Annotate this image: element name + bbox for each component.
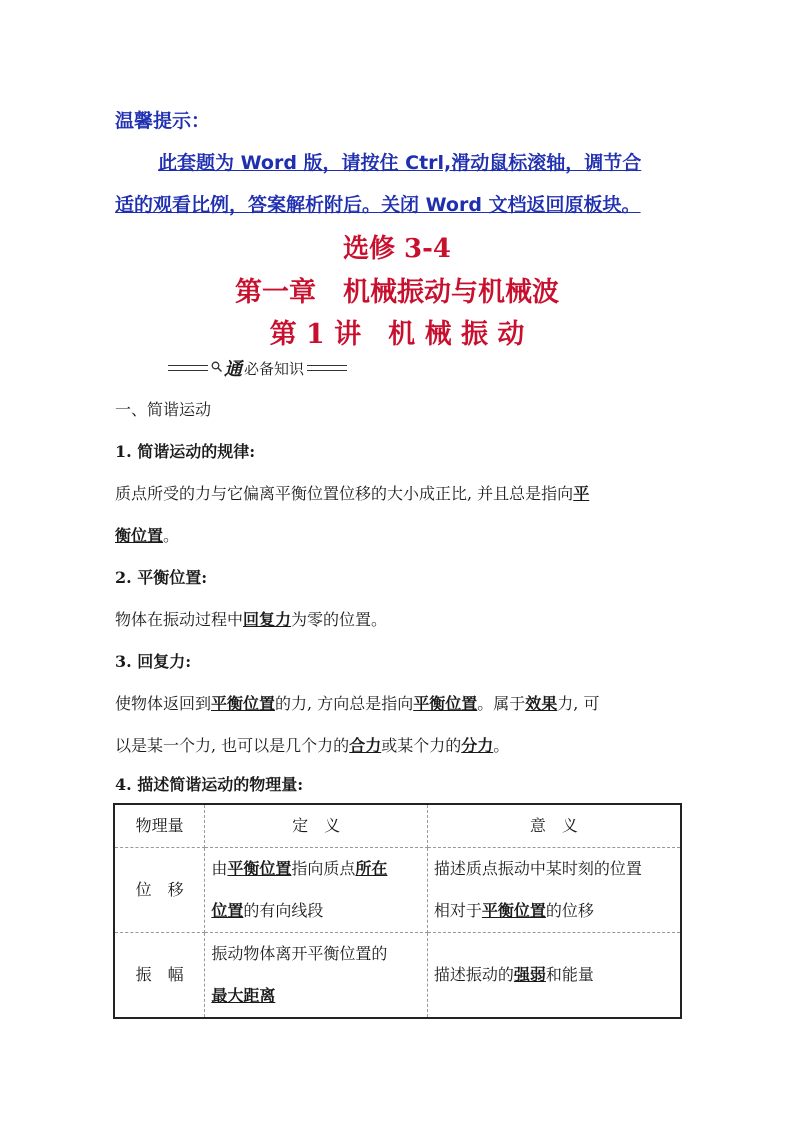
banner-right-rule	[307, 365, 347, 371]
table-cell-quantity: 位 移	[114, 848, 205, 933]
table-header-cell: 物理量	[114, 804, 205, 848]
table-cell-meaning	[427, 933, 681, 1019]
cell-underline: 所在	[355, 859, 388, 878]
cell-text: 和能量	[545, 965, 594, 984]
section-heading: 一、简谐运动	[115, 400, 212, 419]
item-1-underline: 衡位置	[115, 526, 164, 545]
magnifier-icon	[211, 361, 222, 375]
cell-text: 描述质点振动中某时刻的位置	[433, 859, 642, 878]
cell-text: 描述振动的	[433, 965, 514, 984]
item-1-underline: 平	[573, 484, 590, 503]
table-row	[114, 933, 681, 1019]
item-1-line-1	[115, 484, 589, 504]
item-3-text: 以是某一个力, 也可以是几个力的	[115, 736, 350, 755]
table-cell-quantity: 振 幅	[114, 933, 205, 1019]
banner-left-rule	[168, 365, 208, 371]
item-3-line-1	[115, 694, 599, 714]
chapter-title: 第一章 机械振动与机械波	[235, 277, 559, 308]
table-cell-definition	[205, 933, 428, 1019]
item-2-text: 为零的位置。	[291, 610, 388, 629]
item-3-underline: 平衡位置	[413, 694, 478, 713]
item-3-text: 。	[493, 736, 510, 755]
lecture-title: 第 1 讲 机 械 振 动	[269, 319, 525, 350]
notice-line-1: 此套题为 Word 版，请按住 Ctrl,滑动鼠标滚轴，调节合	[158, 152, 642, 174]
notice-line-2: 适的观看比例，答案解析附后。关闭 Word 文档返回原板块。	[115, 194, 641, 216]
item-3-line-2	[115, 736, 509, 756]
item-3-text: 使物体返回到	[115, 694, 212, 713]
table-cell-meaning	[427, 848, 681, 933]
item-1-heading: 1. 简谐运动的规律:	[115, 442, 256, 461]
item-1-line-2	[115, 526, 179, 546]
cell-underline: 平衡位置	[227, 859, 292, 878]
item-2-heading: 2. 平衡位置:	[115, 568, 208, 587]
table-header-cell: 意 义	[427, 804, 681, 848]
physical-quantities-table	[113, 803, 682, 1019]
item-2-text: 物体在振动过程中	[115, 610, 244, 629]
table-cell-definition	[205, 848, 428, 933]
cell-underline: 最大距离	[211, 986, 276, 1005]
table-row	[114, 848, 681, 933]
item-3-heading: 3. 回复力:	[115, 652, 192, 671]
seal-glyph: 通	[224, 359, 242, 380]
cell-text: 的有向线段	[243, 901, 324, 920]
cell-text: 指向质点	[291, 859, 356, 878]
cell-underline: 位置	[211, 901, 244, 920]
item-1-text: 质点所受的力与它偏离平衡位置位移的大小成正比, 并且总是指向	[115, 484, 574, 503]
cell-text: 振动物体离开平衡位置的	[211, 944, 388, 963]
table-header-row	[114, 804, 681, 848]
cell-underline: 强弱	[513, 965, 546, 984]
banner-text: 必备知识	[244, 359, 305, 378]
item-2-line	[115, 610, 387, 630]
item-3-underline: 效果	[525, 694, 558, 713]
cell-underline: 平衡位置	[481, 901, 546, 920]
cell-text: 由	[211, 859, 228, 878]
item-3-text: 的力, 方向总是指向	[275, 694, 414, 713]
section-banner	[168, 356, 347, 380]
item-3-underline: 平衡位置	[211, 694, 276, 713]
notice-title: 温馨提示：	[115, 110, 211, 132]
item-4-heading: 4. 描述简谐运动的物理量:	[115, 775, 304, 794]
cell-text: 的位移	[545, 901, 594, 920]
item-3-text: 力, 可	[557, 694, 600, 713]
item-3-underline: 合力	[349, 736, 382, 755]
item-3-underline: 分力	[461, 736, 494, 755]
cell-text: 相对于	[433, 901, 482, 920]
item-3-text: 。属于	[477, 694, 526, 713]
course-title: 选修 3-4	[342, 234, 452, 264]
item-2-underline: 回复力	[243, 610, 292, 629]
table-header-cell: 定 义	[205, 804, 428, 848]
item-3-text: 或某个力的	[381, 736, 462, 755]
item-1-text: 。	[163, 526, 180, 545]
